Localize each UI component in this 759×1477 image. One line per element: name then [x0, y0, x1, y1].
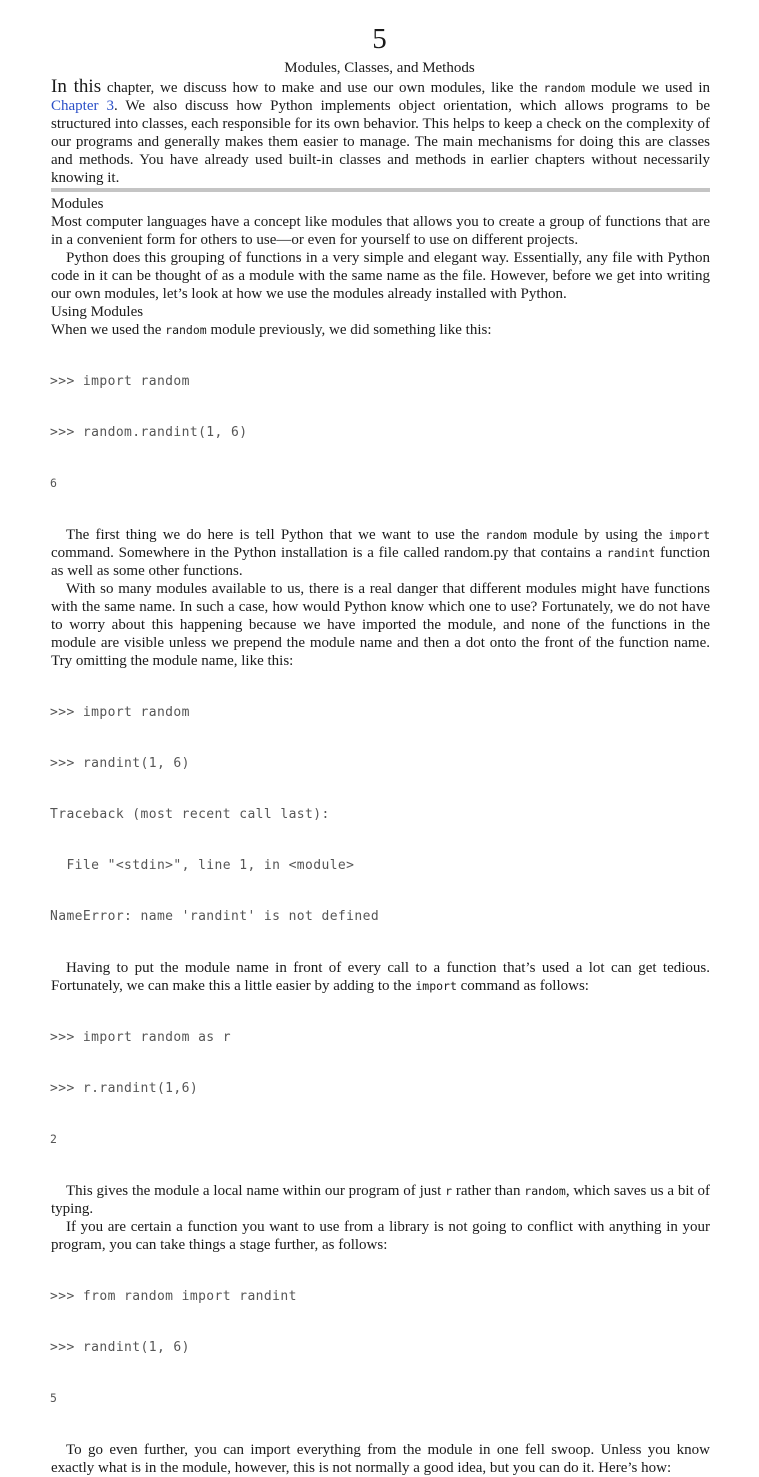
code-output: 5 — [50, 1391, 58, 1405]
modules-paragraph-2: Python does this grouping of functions in a very simple and elegant way. Essentially, any file with Python code in it can be thought of as a module with the same name as the file. However, before we get into writing our own modules, let’s look at how we use the modules already installed with Python. — [51, 250, 710, 302]
using-modules-heading: Using Modules — [51, 304, 144, 320]
code-output: 2 — [50, 1132, 58, 1146]
code-line: >>> from random import randint — [50, 1289, 297, 1304]
code-output: 6 — [50, 476, 58, 490]
code-line: >>> import random — [50, 374, 190, 389]
section-divider — [51, 188, 710, 192]
code-line: Traceback (most recent call last): — [50, 807, 330, 822]
inline-code: import — [415, 979, 457, 993]
chapter-3-link[interactable]: Chapter 3 — [51, 98, 114, 114]
modules-heading: Modules — [51, 196, 104, 212]
using-paragraph-5: This gives the module a local name within our program of just r rather than random, which saves us a bit of typing. — [51, 1183, 710, 1217]
inline-code: random — [543, 81, 586, 95]
inline-code: r — [445, 1184, 453, 1198]
code-line: File "<stdin>", line 1, in <module> — [50, 858, 355, 873]
code-line: >>> import random as r — [50, 1030, 231, 1045]
inline-code: random — [524, 1184, 566, 1198]
using-paragraph-1: When we used the random module previously, we did something like this: — [51, 322, 492, 338]
using-paragraph-2: The first thing we do here is tell Python that we want to use the random module by using the import command. Somewhere in the Python installation is a file called random.py that contains a randint function as well as some other functions. — [51, 527, 711, 579]
using-paragraph-6: If you are certain a function you want to use from a library is not going to conflict with anything in your program, you can take things a stage further, as follows: — [51, 1219, 710, 1253]
code-line: >>> randint(1, 6) — [50, 1340, 190, 1355]
chapter-number: 5 — [372, 23, 387, 55]
using-paragraph-7: To go even further, you can import everything from the module in one fell swoop. Unless you know exactly what is in the module, however, this is not normally a good idea, but you can do it. Here’s how: — [51, 1442, 710, 1476]
code-line: >>> r.randint(1,6) — [50, 1081, 199, 1096]
inline-code: random — [485, 528, 527, 542]
code-line: NameError: name 'randint' is not defined — [50, 909, 380, 924]
code-line: >>> randint(1, 6) — [50, 756, 190, 771]
code-block-name-error — [50, 670, 710, 959]
inline-code: random — [165, 323, 207, 337]
inline-code: import — [668, 528, 711, 542]
chapter-title: Modules, Classes, and Methods — [284, 60, 475, 76]
code-block-import-random — [50, 339, 710, 526]
code-line: >>> import random — [50, 705, 190, 720]
using-paragraph-4: Having to put the module name in front of every call to a function that’s used a lot can get tedious. Fortunately, we can make this a little easier by adding to the import command as follows: — [51, 960, 710, 994]
page-content — [51, 78, 710, 1477]
using-paragraph-3: With so many modules available to us, there is a real danger that different modules might have functions with the same name. In such a case, how would Python know which one to use? Fortunately, we do not have to worry about this happening because we have imported the module, and none of the functions in the module are visible unless we prepend the module name and then a dot onto the front of the function name. Try omitting the module name, like this: — [51, 581, 710, 669]
intro-paragraph: In this chapter, we discuss how to make and use our own modules, like the random module we used in Chapter 3. We also discuss how Python implements object orientation, which allows programs to be structured into classes, each responsible for its own behavior. This helps to keep a check on the complexity of our programs and generally makes them easier to manage. The main mechanisms for doing this are classes and methods. You have already used built-in classes and methods in earlier chapters without necessarily knowing it. — [51, 76, 711, 186]
modules-paragraph-1: Most computer languages have a concept like modules that allows you to create a group of functions that are in a convenient form for others to use—or even for yourself to use on different projects. — [51, 214, 710, 248]
code-block-import-as — [50, 995, 710, 1182]
code-line: >>> random.randint(1, 6) — [50, 425, 248, 440]
intro-lead-words: In this — [51, 76, 102, 97]
inline-code: randint — [606, 546, 656, 560]
code-block-from-import — [50, 1254, 710, 1441]
